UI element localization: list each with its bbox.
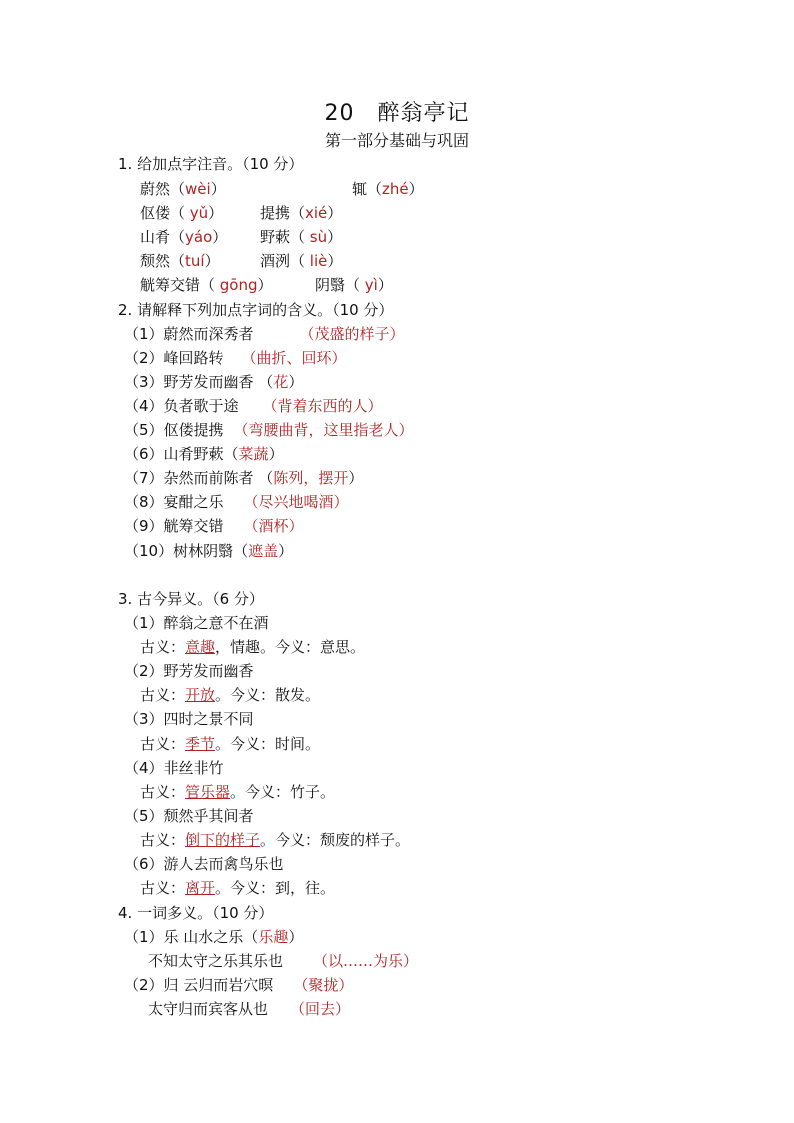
q2-item: （5）伛偻提携 （弯腰曲背，这里指老人） (124, 421, 414, 439)
q3-item: （3）四时之景不同 (124, 710, 254, 728)
q3-item: （6）游人去而禽鸟乐也 (124, 855, 284, 873)
q3-heading: 3. 古今异义。（6 分） (118, 590, 264, 608)
q3-item: （4）非丝非竹 (124, 759, 224, 777)
q1-item: 野蔌（ sù） (260, 228, 343, 246)
q3-item: （1）醉翁之意不在酒 (124, 614, 269, 632)
q3-answer: 古义：离开。今义：到，往。 (140, 879, 336, 897)
q2-item: （10）树林阴翳（遮盖） (124, 542, 294, 560)
q3-answer: 古义：意趣，情趣。今义：意思。 (140, 638, 366, 656)
q2-item: （7）杂然而前陈者 （陈列，摆开） (124, 469, 364, 487)
q2-item: （1）蔚然而深秀者 （茂盛的样子） (124, 325, 405, 343)
q1-item: 提携（xié） (260, 204, 343, 222)
q2-item: （8）宴酣之乐 （尽兴地喝酒） (124, 493, 349, 511)
page-title: 20 醉翁亭记 (324, 101, 470, 126)
q2-item: （6）山肴野蔌（菜蔬） (124, 445, 284, 463)
q3-item: （2）野芳发而幽香 (124, 662, 254, 680)
q1-item: 山肴（yáo） (140, 228, 228, 246)
q4-item: （2）归 云归而岩穴暝 （聚拢） (124, 976, 354, 994)
q1-item: 伛偻（ yǔ） (140, 204, 224, 222)
q3-answer: 古义：管乐器。今义：竹子。 (140, 783, 336, 801)
q3-answer: 古义：倒下的样子。今义：颓废的样子。 (140, 831, 411, 849)
q4-item: 不知太守之乐其乐也 （以……为乐） (148, 952, 419, 970)
q1-heading: 1. 给加点字注音。（10 分） (118, 155, 304, 173)
q3-answer: 古义：季节。今义：时间。 (140, 735, 321, 753)
q2-heading: 2. 请解释下列加点字词的含义。（10 分） (118, 301, 394, 319)
q1-item: 酒洌（ liè） (260, 252, 343, 270)
q1-item: 阴翳（ yì） (315, 276, 393, 294)
q1-item: 颓然（tuí） (140, 252, 220, 270)
q3-item: （5）颓然乎其间者 (124, 807, 254, 825)
q4-item: （1）乐 山水之乐（乐趣） (124, 928, 304, 946)
q2-item: （2）峰回路转 （曲折、回环） (124, 349, 347, 367)
q3-answer: 古义：开放。今义：散发。 (140, 686, 321, 704)
q2-item: （4）负者歌于途 （背着东西的人） (124, 397, 383, 415)
q1-item: 辄（zhé） (352, 180, 424, 198)
q1-item: 蔚然（wèi） (140, 180, 226, 198)
q2-item: （9）觥筹交错 （酒杯） (124, 517, 304, 535)
q4-heading: 4. 一词多义。（10 分） (118, 904, 274, 922)
q4-item: 太守归而宾客从也 （回去） (148, 1000, 351, 1018)
q2-item: （3）野芳发而幽香 （花） (124, 373, 304, 391)
page-subtitle: 第一部分基础与巩固 (324, 131, 469, 150)
q1-item: 觥筹交错（ gōng） (140, 276, 273, 294)
